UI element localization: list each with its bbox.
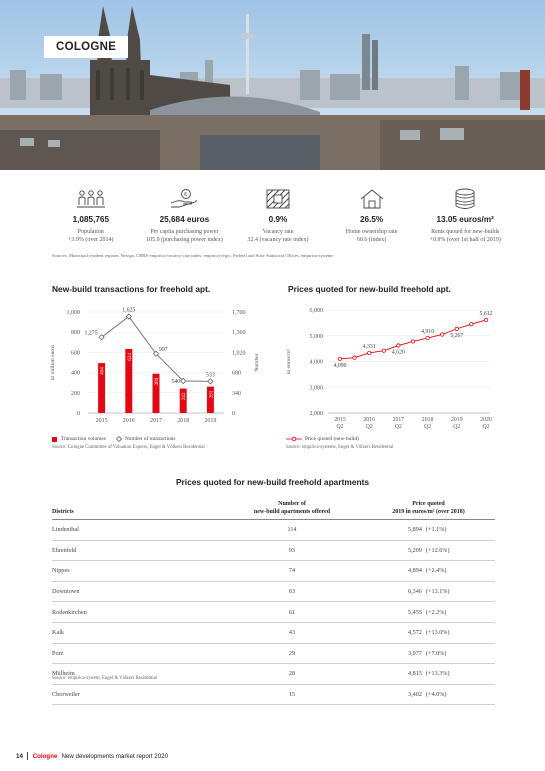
table-row <box>52 622 495 643</box>
point-value-label: 4,331 <box>362 343 376 350</box>
table-row <box>52 581 495 602</box>
legend-label-number: Number of transactions <box>124 436 176 442</box>
stat-value: 13.05 euros/m² <box>436 215 494 224</box>
chart-title-transactions: New-build transactions for freehold apt. <box>52 284 211 294</box>
y2-tick-label: 340 <box>232 390 241 397</box>
point-value-label: 5,267 <box>450 332 464 339</box>
x-tick-label-quarter: Q2 <box>424 424 432 430</box>
cell-district: Porz <box>52 643 222 664</box>
price-point <box>397 344 400 347</box>
stat-home-ownership <box>325 188 419 250</box>
city-skyline-photo <box>0 0 545 170</box>
footer-divider <box>27 752 28 760</box>
price-change: (+12.6%) <box>425 546 450 554</box>
y-axis-title: in euros/m² <box>286 348 292 375</box>
y-tick-label: 800 <box>71 330 80 337</box>
x-tick-label: 2018 <box>177 418 190 424</box>
x-tick-label-year: 2017 <box>392 417 405 423</box>
cell-price <box>362 581 495 602</box>
y2-tick-label: 0 <box>232 411 235 417</box>
svg-text:€: € <box>184 192 188 198</box>
bar-value-label: 261 <box>208 390 215 399</box>
stat-description: Per capita purchasing power 105.9 (purchasing power index) <box>146 229 223 244</box>
y-tick-label: 4,000 <box>309 359 323 366</box>
x-tick-label: 2015 <box>95 418 108 424</box>
table-header-row <box>52 497 495 520</box>
bar-value-label: 494 <box>99 367 106 375</box>
legend-diamond-icon <box>116 436 122 442</box>
line-value-label: 997 <box>159 346 168 353</box>
y-tick-label: 600 <box>71 350 80 357</box>
price-value: 5,209 <box>408 546 422 554</box>
price-value: 3,977 <box>408 649 422 657</box>
stat-value: 0.9% <box>268 215 288 224</box>
table-row <box>52 664 495 685</box>
header-districts: Districts <box>52 497 222 520</box>
price-value: 5,455 <box>408 608 422 616</box>
cell-number: 61 <box>222 602 362 623</box>
bar-value-label: 389 <box>154 377 160 386</box>
price-point <box>470 322 473 325</box>
price-point <box>353 356 356 359</box>
point-value-label: 5,612 <box>479 310 493 317</box>
stat-description: Rents quoted for new-builds +0.9% (over 1st half of 2019) <box>429 229 501 244</box>
table-title: Prices quoted for new-build freehold apartments <box>175 477 370 487</box>
table-row <box>52 561 495 582</box>
table-row <box>52 643 495 664</box>
bar-value-label: 242 <box>181 392 188 401</box>
y-tick-label: 5,000 <box>309 333 323 340</box>
cell-district: Lindenthal <box>52 520 222 541</box>
y2-tick-label: 1,700 <box>232 310 246 316</box>
stat-description: Vacancy rate 32.4 (vacancy rate index) <box>247 229 309 244</box>
price-change: (+1.1%) <box>425 526 447 534</box>
y2-tick-label: 1,360 <box>232 330 246 337</box>
stats-source: Sources: Municipal resident register, Nexiga, CBRE-empirica vacancy rate index, empirica-regio, Federal and State Statistical Offices, empirica-systeme <box>52 253 334 258</box>
y-tick-label: 6,000 <box>309 308 323 314</box>
cell-price <box>362 602 495 623</box>
hatched-square-icon <box>231 188 325 210</box>
x-tick-label: 2019 <box>204 418 217 424</box>
cell-price <box>362 684 495 705</box>
cell-price <box>362 520 495 541</box>
x-tick-label-quarter: Q2 <box>336 424 344 430</box>
prices-source: Source: empirica-systeme, Engel & Völkers Residential <box>286 445 394 450</box>
price-value: 6,346 <box>408 588 422 596</box>
cell-price <box>362 622 495 643</box>
line-value-label: 540 <box>171 378 181 385</box>
hand-coin-icon <box>138 188 232 210</box>
table-row <box>52 602 495 623</box>
legend-label-volumes: Transaction volumes <box>61 436 106 442</box>
districts-price-table <box>52 497 495 705</box>
cell-number: 28 <box>222 664 362 685</box>
point-value-label: 4,620 <box>391 349 405 356</box>
footer-city: Cologne <box>32 752 58 760</box>
y-tick-label: 400 <box>71 370 80 377</box>
cell-number: 93 <box>222 540 362 561</box>
page-footer <box>16 752 168 760</box>
cell-number: 74 <box>222 561 362 582</box>
point-value-label: 4,099 <box>333 362 347 369</box>
y2-tick-label: 680 <box>232 370 241 377</box>
x-tick-label-quarter: Q2 <box>365 424 373 430</box>
price-change: (+13.3%) <box>425 670 450 678</box>
legend-swatch-volumes <box>52 437 57 442</box>
price-point <box>382 349 385 352</box>
table-row <box>52 520 495 541</box>
cell-district: Rodenkirchen <box>52 602 222 623</box>
cell-number: 43 <box>222 622 362 643</box>
y-tick-label: 2,000 <box>309 411 323 417</box>
chart-title-prices: Prices quoted for new-build freehold apt. <box>288 284 451 294</box>
price-value: 4,815 <box>408 670 422 678</box>
price-change: (+4.0%) <box>425 691 447 699</box>
y-tick-label: 0 <box>77 411 80 417</box>
cell-district: Mülheim <box>52 664 222 685</box>
footer-report-title: New developments market report 2020 <box>61 752 169 760</box>
house-icon <box>325 188 419 210</box>
coin-stack-icon <box>418 188 512 210</box>
point-value-label: 4,910 <box>421 329 435 336</box>
y2-tick-label: 1,020 <box>232 350 246 357</box>
x-tick-label: 2016 <box>122 418 135 424</box>
cell-district: Ehrenfeld <box>52 540 222 561</box>
cell-price <box>362 561 495 582</box>
header-price: Price quoted 2019 in euros/m² (over 2018) <box>362 497 495 520</box>
header-number: Number of new-build apartments offered <box>222 497 362 520</box>
x-tick-label: 2017 <box>150 418 162 424</box>
cell-district: Chorweiler <box>52 684 222 705</box>
cell-number: 114 <box>222 520 362 541</box>
transactions-source: Source: Cologne Committee of Valuation Experts, Engel & Völkers Residential <box>52 445 205 450</box>
x-tick-label-quarter: Q2 <box>453 424 461 430</box>
key-figures <box>44 188 512 250</box>
line-value-label: 1,625 <box>122 307 136 314</box>
y-tick-label: 1,000 <box>66 310 80 316</box>
transactions-chart <box>44 300 284 428</box>
people-icon <box>44 188 138 210</box>
table-source: Source: empirica-system, Engel & Völkers Residential <box>52 676 158 681</box>
y-tick-label: 200 <box>71 390 80 397</box>
city-title: COLOGNE <box>44 36 128 58</box>
cell-price <box>362 643 495 664</box>
line-value-label: 533 <box>206 372 215 379</box>
price-change: (+7.0%) <box>425 649 447 657</box>
y-tick-label: 3,000 <box>309 385 323 392</box>
price-point <box>411 340 414 343</box>
stat-description: Population +3.9% (over 2014) <box>68 229 114 244</box>
price-point <box>368 351 371 354</box>
x-tick-label-quarter: Q2 <box>394 424 402 430</box>
line-value-label: 1,275 <box>84 330 98 337</box>
cell-district: Kalk <box>52 622 222 643</box>
x-tick-label-year: 2016 <box>363 417 375 423</box>
cell-number: 63 <box>222 581 362 602</box>
price-value: 3,402 <box>408 691 422 699</box>
price-point <box>455 327 458 330</box>
y2-axis-title: Number <box>254 353 260 372</box>
transactions-legend <box>52 436 175 442</box>
cell-price <box>362 540 495 561</box>
stat-vacancy-rate <box>231 188 325 250</box>
prices-chart <box>280 300 500 434</box>
price-point <box>426 336 429 339</box>
bar-value-label: 634 <box>126 352 133 361</box>
price-value: 4,572 <box>408 629 422 637</box>
stat-rents-quoted <box>418 188 512 250</box>
price-change: (+2.2%) <box>425 608 447 616</box>
x-tick-label-year: 2020 <box>480 417 492 423</box>
y-axis-title: in million euros <box>50 344 56 381</box>
price-point <box>441 333 444 336</box>
cell-number: 29 <box>222 643 362 664</box>
price-value: 4,894 <box>408 567 422 575</box>
stat-description: Home ownership rate 60.6 (index) <box>345 229 398 244</box>
page-number: 14 <box>16 752 23 760</box>
x-tick-label-year: 2019 <box>451 417 463 423</box>
x-tick-label-quarter: Q2 <box>482 424 490 430</box>
price-change: (+13.0%) <box>425 629 450 637</box>
line-point <box>208 379 213 384</box>
cell-number: 15 <box>222 684 362 705</box>
stat-value: 26.5% <box>359 215 384 224</box>
stat-population <box>44 188 138 250</box>
prices-legend <box>286 436 359 442</box>
number-line <box>99 316 211 381</box>
cell-district: Nippes <box>52 561 222 582</box>
table-row <box>52 540 495 561</box>
table-row <box>52 684 495 705</box>
bar <box>207 387 214 413</box>
legend-line-icon <box>286 436 302 442</box>
stat-value: 1,085,765 <box>72 215 110 224</box>
cell-price <box>362 664 495 685</box>
price-value: 5,894 <box>408 526 422 534</box>
price-point <box>484 318 487 321</box>
stat-value: 25,684 euros <box>159 215 210 224</box>
price-change: (+13.1%) <box>425 588 450 596</box>
price-change: (+2.4%) <box>425 567 447 575</box>
legend-label-price: Price quoted (new-build) <box>305 436 359 442</box>
price-point <box>338 357 341 360</box>
stat-purchasing-power <box>138 188 232 250</box>
cell-district: Downtown <box>52 581 222 602</box>
x-tick-label-year: 2018 <box>421 417 434 423</box>
x-tick-label-year: 2015 <box>334 417 346 423</box>
